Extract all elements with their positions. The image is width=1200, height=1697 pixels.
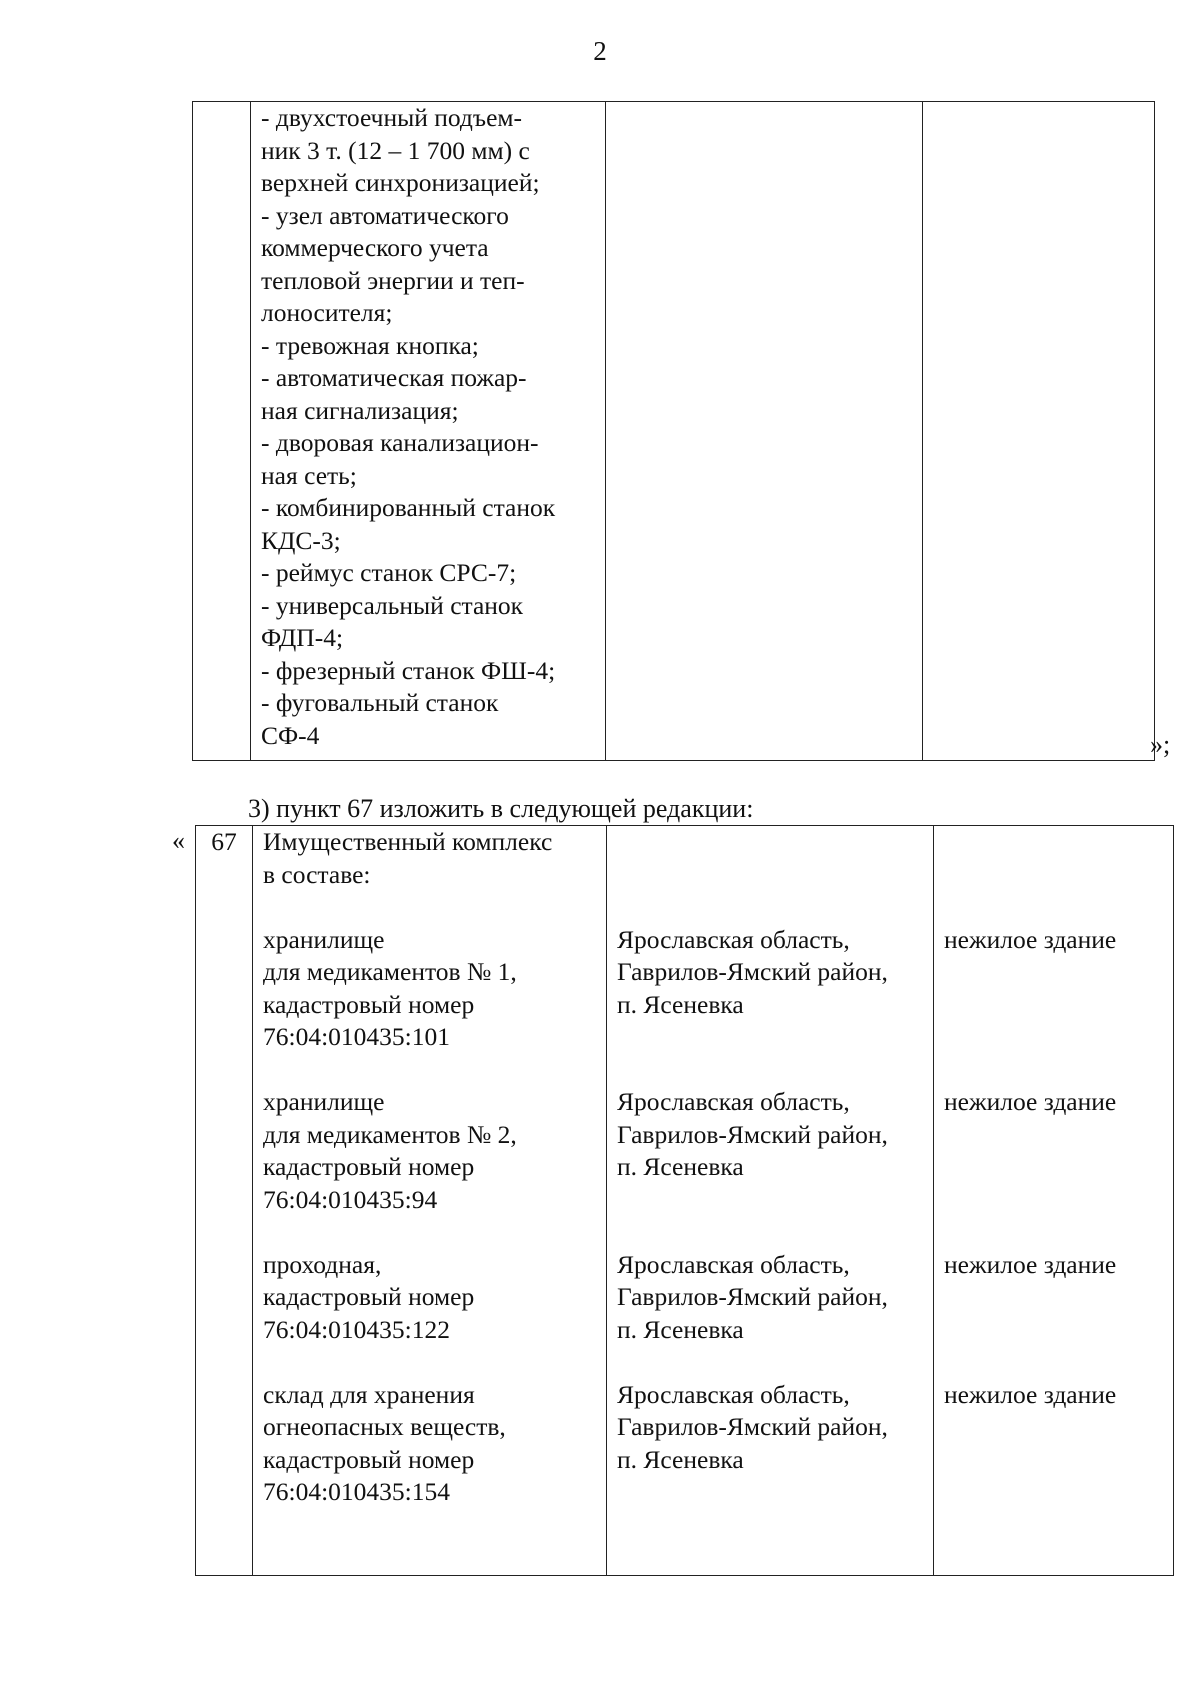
cadastral-number: 76:04:010435:101 [263,1022,451,1051]
list-line: ник 3 т. (12 – 1 700 мм) с [261,135,530,165]
list-line: СФ-4 [261,720,320,750]
table-cell-type [923,102,1155,761]
table-row [193,102,1155,761]
list-line: ФДП-4; [261,623,344,652]
property-name-line: проходная, [263,1249,382,1279]
complex-title: Имущественный комплекс [263,827,553,856]
list-line: лоносителя; [261,298,393,327]
table-row [196,826,1174,1576]
property-name-line: склад для хранения [263,1379,475,1409]
property-name-line: огнеопасных веществ, [263,1412,506,1441]
property-name-line: кадастровый номер [263,1152,475,1181]
cadastral-number: 76:04:010435:154 [263,1477,451,1506]
list-line: коммерческого учета [261,233,489,262]
list-line: ная сеть; [261,460,357,490]
list-line: - фуговальный станок [261,688,499,717]
list-line: - универсальный станок [261,590,524,620]
address-line: п. Ясеневка [617,989,744,1019]
object-type-cell [934,826,1174,1576]
closing-quote-mark: »; [1150,730,1171,759]
address-line: Гаврилов-Ямский район, [617,1282,888,1311]
property-table-continuation [192,101,1155,761]
address-line: Ярославская область, [617,1087,850,1116]
list-line: - узел автоматического [261,200,509,230]
list-line: верхней синхронизацией; [261,168,540,197]
table-cell-address [606,102,923,761]
list-line: КДС-3; [261,525,341,555]
table-cell-equipment-list [251,102,606,761]
amendment-instruction: 3) пункт 67 изложить в следующей редакции: [248,794,754,823]
object-type: нежилое здание [944,924,1117,954]
list-line: - дворовая канализацион- [261,428,539,457]
property-name-line: хранилище [263,1087,385,1116]
list-line: ная сигнализация; [261,395,459,425]
page-number: 2 [593,36,607,66]
list-line: - реймус станок СРС-7; [261,558,517,587]
cadastral-number: 76:04:010435:94 [263,1184,438,1214]
property-name-line: для медикаментов № 2, [263,1119,517,1149]
address-line: п. Ясеневка [617,1314,744,1344]
property-name-line: кадастровый номер [263,989,475,1019]
property-name-line: кадастровый номер [263,1282,475,1311]
list-line: - двухстоечный подъем- [261,103,523,132]
item-number-cell [196,826,253,1576]
object-type: нежилое здание [944,1087,1117,1116]
object-type: нежилое здание [944,1249,1117,1279]
list-line: - тревожная кнопка; [261,330,479,360]
address-line: Гаврилов-Ямский район, [617,1412,888,1441]
property-name-line: для медикаментов № 1, [263,957,517,986]
property-name-line: хранилище [263,924,385,954]
property-name-line: кадастровый номер [263,1444,475,1474]
address-cell [607,826,934,1576]
address-line: Гаврилов-Ямский район, [617,957,888,986]
table-cell-number [193,102,251,761]
list-line: - комбинированный станок [261,493,556,522]
address-line: п. Ясеневка [617,1152,744,1181]
address-line: Ярославская область, [617,1249,850,1279]
address-line: Гаврилов-Ямский район, [617,1119,888,1149]
opening-quote-mark: « [172,826,185,855]
object-type: нежилое здание [944,1379,1117,1409]
list-line: - фрезерный станок ФШ-4; [261,655,556,685]
address-line: Ярославская область, [617,924,850,954]
list-line: - автоматическая пожар- [261,363,527,392]
cadastral-number: 76:04:010435:122 [263,1314,451,1344]
property-name-cell [253,826,607,1576]
property-table-item-67 [195,825,1174,1576]
list-line: тепловой энергии и теп- [261,265,525,295]
item-number: 67 [211,827,237,856]
complex-title: в составе: [263,859,371,889]
address-line: Ярославская область, [617,1379,850,1409]
address-line: п. Ясеневка [617,1444,744,1474]
